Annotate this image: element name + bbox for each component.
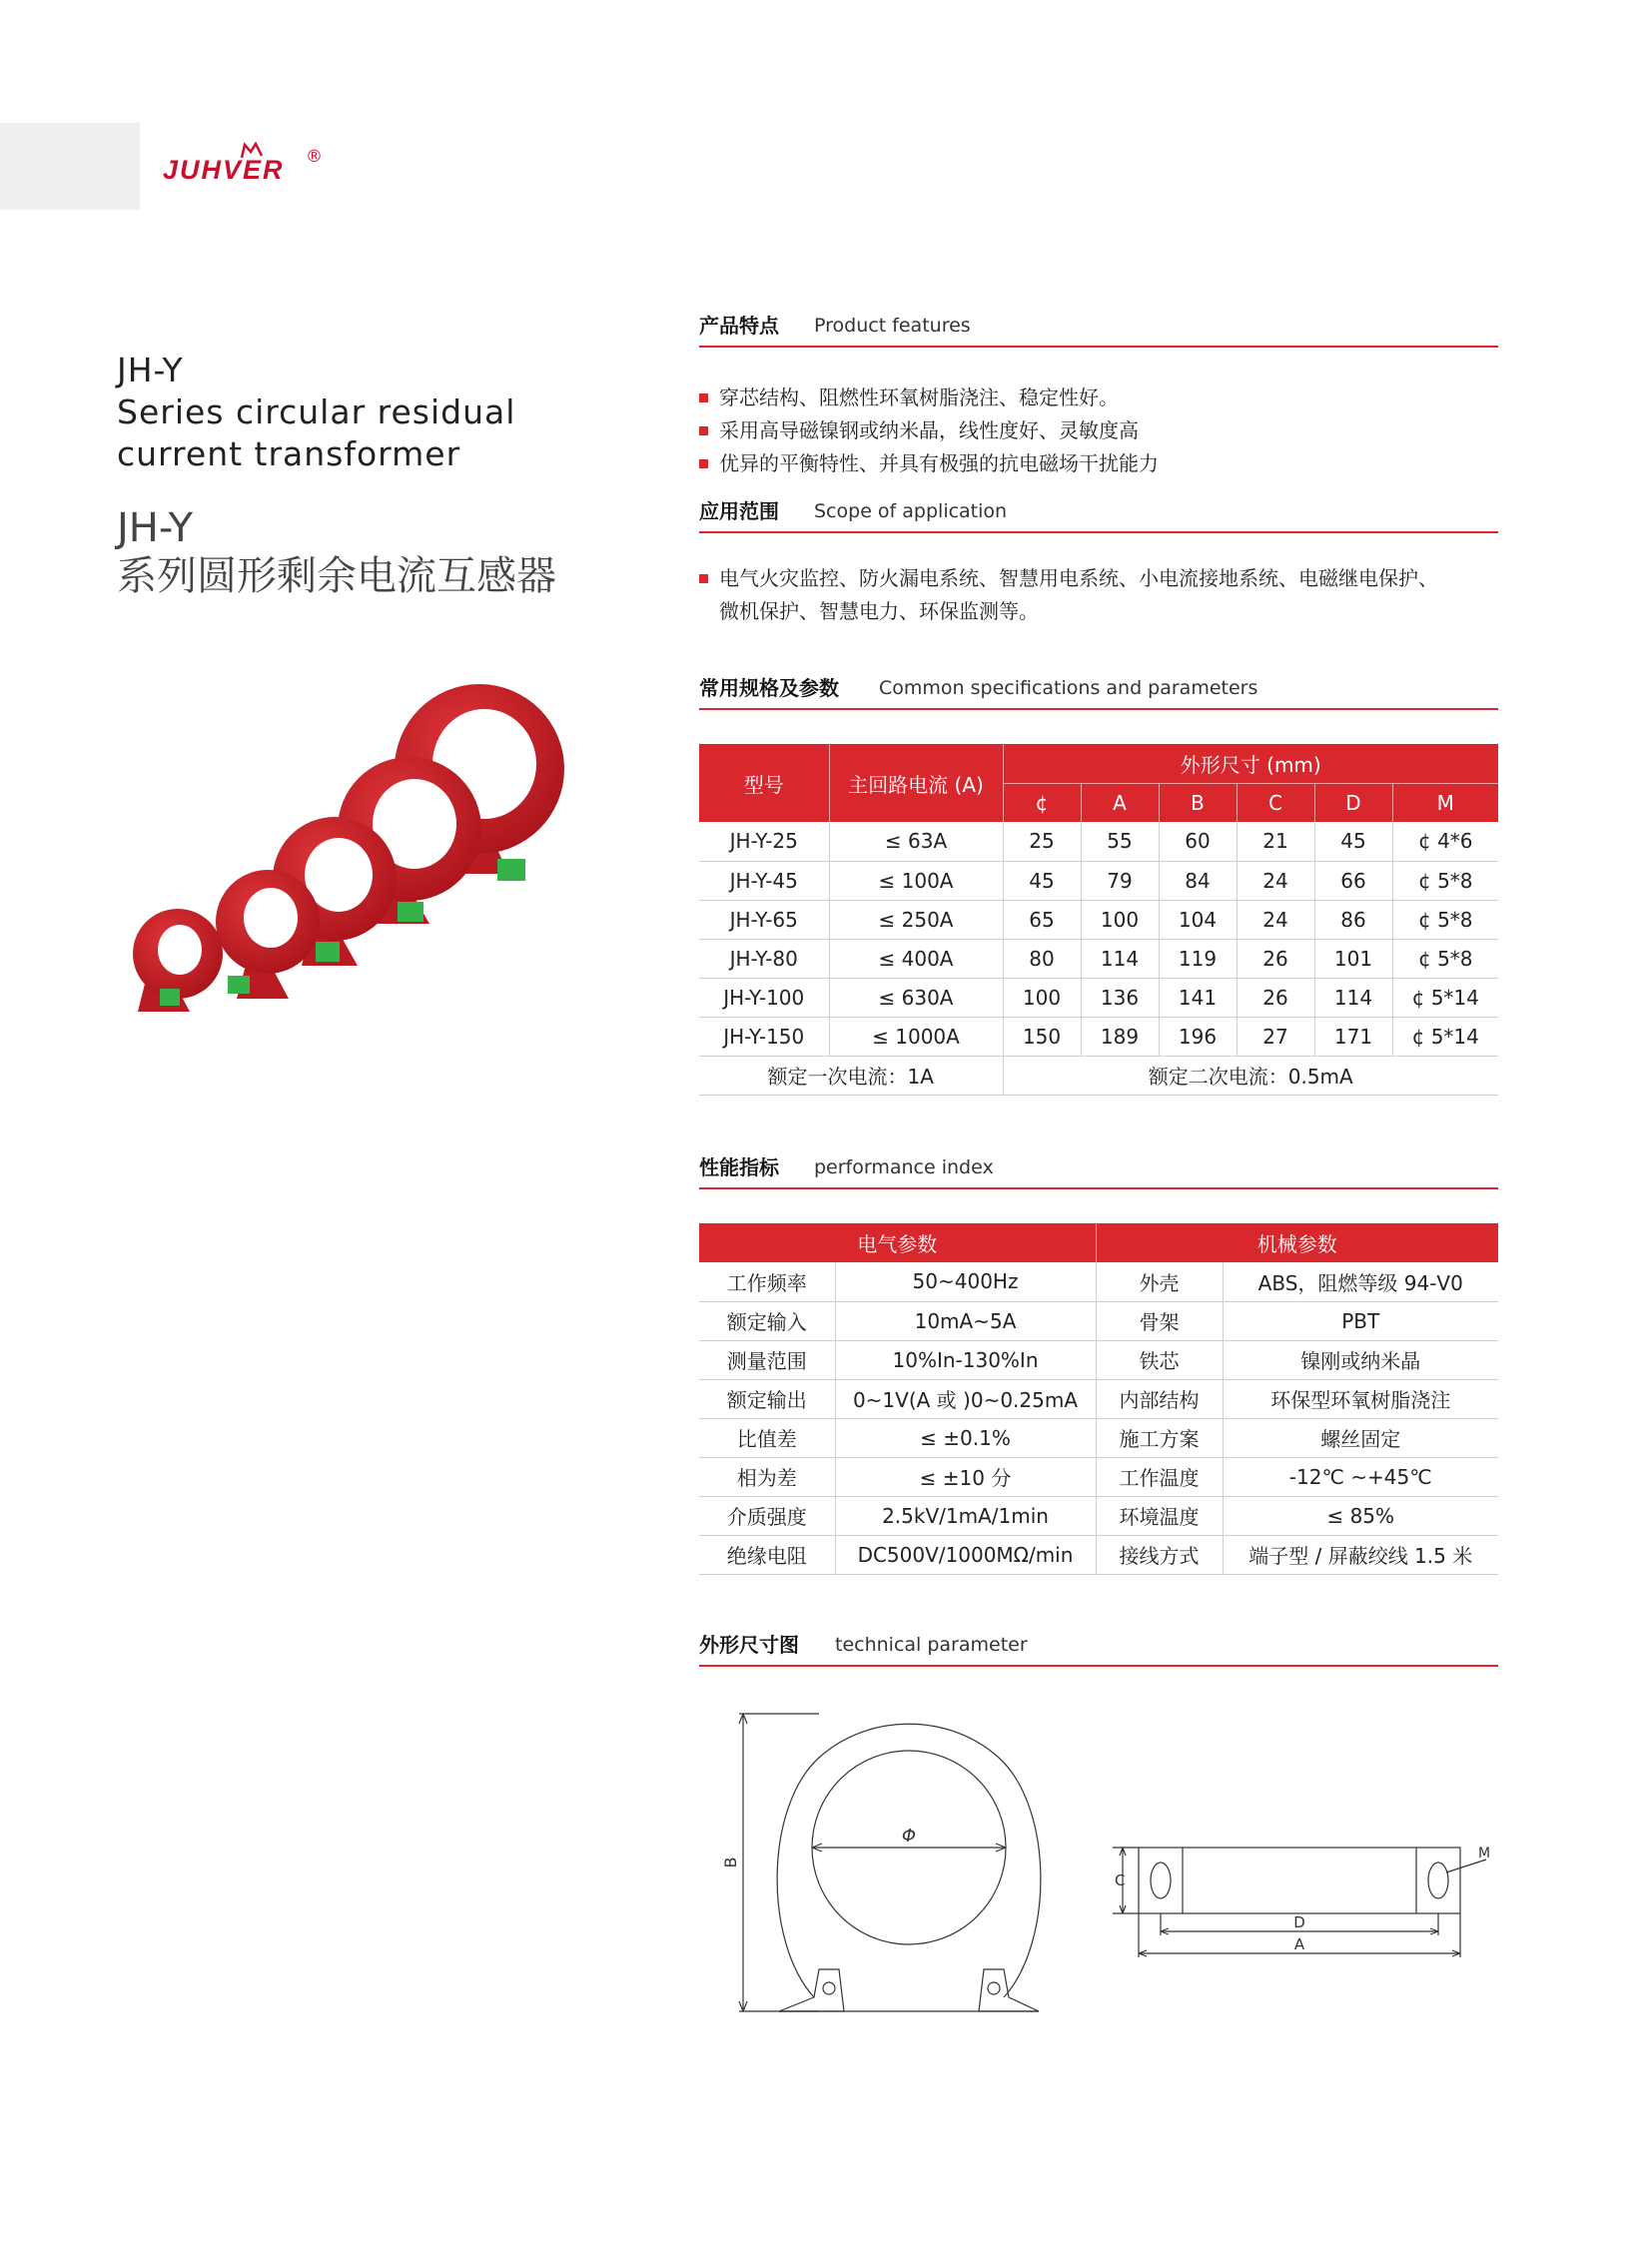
feature-item: 优异的平衡特性、并具有极强的抗电磁场干扰能力 bbox=[699, 447, 1498, 480]
table-cell: 介质强度 bbox=[699, 1496, 835, 1535]
table-row bbox=[699, 1535, 1498, 1574]
table-cell: ≤ ±10 分 bbox=[835, 1457, 1096, 1496]
col-header-dims: 外形尺寸 (mm) bbox=[1003, 744, 1498, 783]
product-photo bbox=[120, 684, 609, 1019]
application-heading-en: Scope of application bbox=[814, 500, 1008, 522]
drawing-heading bbox=[699, 1625, 1498, 1667]
table-cell: DC500V/1000MΩ/min bbox=[835, 1535, 1096, 1574]
table-cell: 10mA~5A bbox=[835, 1301, 1096, 1340]
application-list bbox=[699, 562, 1498, 628]
col-header-a: A bbox=[1081, 783, 1159, 822]
feature-item: 穿芯结构、阻燃性环氧树脂浇注、稳定性好。 bbox=[699, 381, 1498, 414]
drawing-heading-en: technical parameter bbox=[835, 1634, 1028, 1656]
table-row bbox=[699, 1457, 1498, 1496]
table-cell: PBT bbox=[1223, 1301, 1498, 1340]
m-label: M bbox=[1478, 1846, 1491, 1862]
col-header-m: M bbox=[1392, 783, 1498, 822]
table-cell: 比值差 bbox=[699, 1418, 835, 1457]
table-cell: ≤ 100A bbox=[829, 861, 1003, 900]
specs-heading-cn: 常用规格及参数 bbox=[699, 676, 839, 700]
table-cell: ¢ 4*6 bbox=[1392, 822, 1498, 861]
title-english bbox=[117, 350, 515, 475]
footer-secondary-current: 额定二次电流：0.5mA bbox=[1003, 1056, 1498, 1095]
table-cell: 86 bbox=[1314, 900, 1392, 939]
table-cell: 50~400Hz bbox=[835, 1262, 1096, 1301]
table-cell: 镍刚或纳米晶 bbox=[1223, 1340, 1498, 1379]
table-cell: ≤ 1000A bbox=[829, 1017, 1003, 1056]
table-cell: 10%In-130%In bbox=[835, 1340, 1096, 1379]
table-cell: 端子型 / 屏蔽绞线 1.5 米 bbox=[1223, 1535, 1498, 1574]
table-row bbox=[699, 900, 1498, 939]
table-cell: 铁芯 bbox=[1096, 1340, 1223, 1379]
table-cell: 外壳 bbox=[1096, 1262, 1223, 1301]
table-cell: ≤ 400A bbox=[829, 939, 1003, 978]
table-row bbox=[699, 1017, 1498, 1056]
table-row bbox=[699, 1301, 1498, 1340]
performance-heading-cn: 性能指标 bbox=[699, 1155, 779, 1179]
table-row bbox=[699, 1496, 1498, 1535]
table-cell: 66 bbox=[1314, 861, 1392, 900]
title-chinese bbox=[117, 504, 556, 600]
table-cell: ¢ 5*8 bbox=[1392, 861, 1498, 900]
table-cell: 141 bbox=[1159, 978, 1237, 1017]
table-cell: 相为差 bbox=[699, 1457, 835, 1496]
table-cell: ≤ 630A bbox=[829, 978, 1003, 1017]
side-view-drawing bbox=[1109, 1828, 1508, 1977]
drawing-heading-cn: 外形尺寸图 bbox=[699, 1633, 799, 1657]
performance-table bbox=[699, 1223, 1498, 1575]
table-cell: 内部结构 bbox=[1096, 1379, 1223, 1418]
specs-heading bbox=[699, 668, 1498, 710]
table-cell: 2.5kV/1mA/1min bbox=[835, 1496, 1096, 1535]
table-cell: 80 bbox=[1003, 939, 1081, 978]
table-cell: ¢ 5*8 bbox=[1392, 939, 1498, 978]
electrical-params-header: 电气参数 bbox=[699, 1223, 1096, 1262]
table-row bbox=[699, 978, 1498, 1017]
specs-table bbox=[699, 744, 1498, 1096]
table-cell: JH-Y-65 bbox=[699, 900, 829, 939]
table-cell: 工作频率 bbox=[699, 1262, 835, 1301]
table-row bbox=[699, 822, 1498, 861]
performance-heading bbox=[699, 1147, 1498, 1189]
table-cell: 24 bbox=[1237, 861, 1314, 900]
table-cell: 55 bbox=[1081, 822, 1159, 861]
a-label: A bbox=[1293, 1935, 1305, 1953]
table-cell: ≤ ±0.1% bbox=[835, 1418, 1096, 1457]
registered-mark: ® bbox=[306, 147, 323, 167]
col-header-b: B bbox=[1159, 783, 1237, 822]
table-cell: ¢ 5*14 bbox=[1392, 978, 1498, 1017]
table-cell: 0~1V(A 或 )0~0.25mA bbox=[835, 1379, 1096, 1418]
table-cell: 环境温度 bbox=[1096, 1496, 1223, 1535]
b-label: B bbox=[721, 1857, 740, 1868]
table-cell: 84 bbox=[1159, 861, 1237, 900]
table-cell: ¢ 5*8 bbox=[1392, 900, 1498, 939]
transformer-ring-1 bbox=[133, 909, 223, 1012]
specs-table-body bbox=[699, 822, 1498, 1056]
col-header-current: 主回路电流 (A) bbox=[829, 744, 1003, 822]
table-cell: 工作温度 bbox=[1096, 1457, 1223, 1496]
table-cell: ≤ 63A bbox=[829, 822, 1003, 861]
table-cell: 150 bbox=[1003, 1017, 1081, 1056]
feature-item: 采用高导磁镍钢或纳米晶，线性度好、灵敏度高 bbox=[699, 414, 1498, 447]
transformer-ring-2 bbox=[216, 870, 320, 999]
table-cell: ABS，阻燃等级 94-V0 bbox=[1223, 1262, 1498, 1301]
table-cell: 26 bbox=[1237, 978, 1314, 1017]
table-cell: 196 bbox=[1159, 1017, 1237, 1056]
table-cell: -12℃ ~+45℃ bbox=[1223, 1457, 1498, 1496]
features-heading-cn: 产品特点 bbox=[699, 314, 779, 338]
table-cell: 79 bbox=[1081, 861, 1159, 900]
table-cell: 119 bbox=[1159, 939, 1237, 978]
table-row bbox=[699, 861, 1498, 900]
table-cell: 104 bbox=[1159, 900, 1237, 939]
title-cn-model: JH-Y bbox=[117, 505, 193, 551]
footer-primary-current: 额定一次电流：1A bbox=[699, 1056, 1003, 1095]
table-cell: JH-Y-100 bbox=[699, 978, 829, 1017]
c-label: C bbox=[1115, 1871, 1126, 1889]
table-cell: 100 bbox=[1003, 978, 1081, 1017]
d-label: D bbox=[1293, 1913, 1305, 1931]
table-cell: 额定输入 bbox=[699, 1301, 835, 1340]
table-cell: JH-Y-45 bbox=[699, 861, 829, 900]
table-row bbox=[699, 1418, 1498, 1457]
specs-heading-en: Common specifications and parameters bbox=[879, 677, 1258, 699]
application-heading bbox=[699, 491, 1498, 533]
table-cell: 接线方式 bbox=[1096, 1535, 1223, 1574]
table-cell: JH-Y-150 bbox=[699, 1017, 829, 1056]
table-cell: 25 bbox=[1003, 822, 1081, 861]
mechanical-params-header: 机械参数 bbox=[1096, 1223, 1498, 1262]
application-line1: 电气火灾监控、防火漏电系统、智慧用电系统、小电流接地系统、电磁继电保护、 bbox=[699, 562, 1498, 595]
performance-table-body bbox=[699, 1262, 1498, 1574]
table-cell: 骨架 bbox=[1096, 1301, 1223, 1340]
table-cell: 100 bbox=[1081, 900, 1159, 939]
logo-crown-icon bbox=[240, 142, 264, 160]
table-row bbox=[699, 1340, 1498, 1379]
title-en-line2: current transformer bbox=[117, 434, 461, 473]
table-cell: JH-Y-80 bbox=[699, 939, 829, 978]
table-cell: 189 bbox=[1081, 1017, 1159, 1056]
table-cell: 额定输出 bbox=[699, 1379, 835, 1418]
table-row bbox=[699, 939, 1498, 978]
table-cell: 测量范围 bbox=[699, 1340, 835, 1379]
table-cell: 45 bbox=[1003, 861, 1081, 900]
title-model: JH-Y bbox=[117, 351, 184, 389]
front-view-drawing bbox=[719, 1698, 1079, 2027]
col-header-d: D bbox=[1314, 783, 1392, 822]
table-cell: 114 bbox=[1081, 939, 1159, 978]
table-cell: 21 bbox=[1237, 822, 1314, 861]
title-en-line1: Series circular residual bbox=[117, 392, 516, 431]
table-cell: 施工方案 bbox=[1096, 1418, 1223, 1457]
logo-background bbox=[0, 123, 140, 210]
table-row bbox=[699, 1379, 1498, 1418]
application-heading-cn: 应用范围 bbox=[699, 499, 779, 523]
table-cell: 171 bbox=[1314, 1017, 1392, 1056]
brand-logo: JUHVER bbox=[163, 155, 285, 185]
table-cell: 26 bbox=[1237, 939, 1314, 978]
phi-label: Φ bbox=[901, 1826, 917, 1847]
table-cell: 绝缘电阻 bbox=[699, 1535, 835, 1574]
table-cell: 65 bbox=[1003, 900, 1081, 939]
table-cell: JH-Y-25 bbox=[699, 822, 829, 861]
performance-heading-en: performance index bbox=[814, 1156, 994, 1178]
features-heading-en: Product features bbox=[814, 315, 971, 337]
col-header-model: 型号 bbox=[699, 744, 829, 822]
table-cell: 136 bbox=[1081, 978, 1159, 1017]
title-cn-name: 系列圆形剩余电流互感器 bbox=[117, 553, 556, 599]
col-header-c: C bbox=[1237, 783, 1314, 822]
table-cell: ≤ 85% bbox=[1223, 1496, 1498, 1535]
table-row bbox=[699, 1262, 1498, 1301]
table-cell: 24 bbox=[1237, 900, 1314, 939]
table-cell: 螺丝固定 bbox=[1223, 1418, 1498, 1457]
features-list bbox=[699, 381, 1498, 480]
features-heading bbox=[699, 306, 1498, 348]
table-cell: 101 bbox=[1314, 939, 1392, 978]
table-cell: 45 bbox=[1314, 822, 1392, 861]
col-header-phi: ¢ bbox=[1003, 783, 1081, 822]
table-cell: 27 bbox=[1237, 1017, 1314, 1056]
table-cell: 60 bbox=[1159, 822, 1237, 861]
table-cell: 环保型环氧树脂浇注 bbox=[1223, 1379, 1498, 1418]
table-cell: 114 bbox=[1314, 978, 1392, 1017]
application-line2: 微机保护、智慧电力、环保监测等。 bbox=[719, 599, 1039, 623]
table-cell: ¢ 5*14 bbox=[1392, 1017, 1498, 1056]
table-cell: ≤ 250A bbox=[829, 900, 1003, 939]
